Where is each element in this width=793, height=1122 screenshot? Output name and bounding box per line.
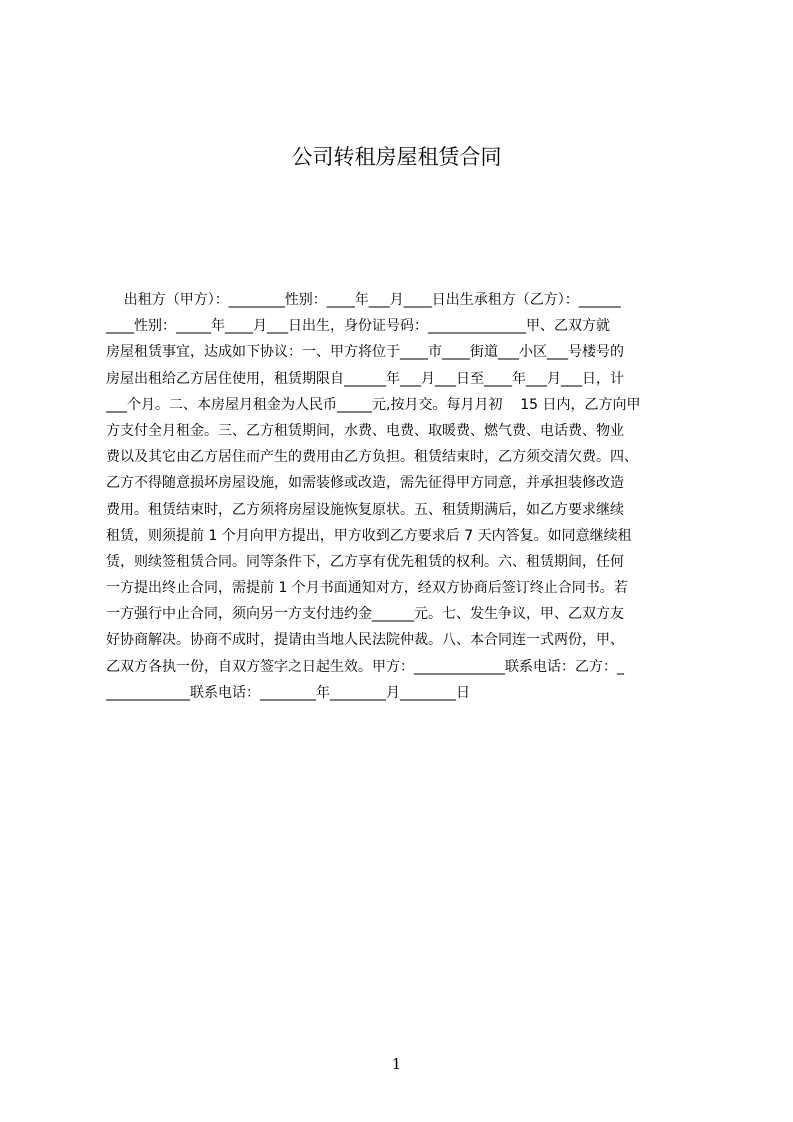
contract-body bbox=[106, 287, 696, 706]
contract-line: 好协商解决。协商不成时，提请由当地人民法院仲裁。八、本合同连一式两份，甲、 bbox=[106, 632, 624, 649]
page-number: 1 bbox=[391, 1055, 402, 1073]
contract-line: 出租方（甲方）：________性别：____年___月____日出生承租方（乙方）：______ bbox=[106, 292, 621, 308]
contract-line: 一方强行中止合同，须向另一方支付违约金______元。七、发生争议，甲、乙双方友 bbox=[106, 606, 624, 623]
contract-line: 方支付全月租金。三、乙方租赁期间，水费、电费、取暖费、燃气费、电话费、物业 bbox=[106, 422, 624, 439]
contract-line: 费以及其它由乙方居住而产生的费用由乙方负担。租赁结束时，乙方须交清欠费。四、 bbox=[106, 449, 638, 466]
contract-line: 费用。租赁结束时，乙方须将房屋设施恢复原状。五、租赁期满后，如乙方要求继续 bbox=[106, 501, 624, 518]
contract-line: 房屋出租给乙方居住使用，租赁期限自______年___月___日至____年___月___日，计 bbox=[106, 370, 624, 387]
contract-line: 乙方不得随意损坏房屋设施，如需装修或改造，需先征得甲方同意，并承担装修改造 bbox=[106, 475, 624, 492]
contract-line: 赁，则续签租赁合同。同等条件下，乙方享有优先租赁的权利。六、租赁期间，任何 bbox=[106, 553, 624, 570]
contract-line: ___个月。二、本房屋月租金为人民币_____元,按月交。每月月初 15 日内，乙方向甲 bbox=[106, 396, 641, 413]
contract-line: 租赁，则须提前 1 个月向甲方提出，甲方收到乙方要求后 7 天内答复。如同意继续租 bbox=[106, 527, 632, 544]
contract-line: 乙双方各执一份，自双方签字之日起生效。甲方：_____________联系电话：乙方：_ bbox=[106, 658, 624, 675]
contract-line: 一方提出终止合同，需提前 1 个月书面通知对方，经双方协商后签订终止合同书。若 bbox=[106, 580, 628, 597]
contract-line: ____性别：_____年____月___日出生，身份证号码：______________甲、乙双方就 bbox=[106, 318, 610, 335]
contract-line: ____________联系电话：________年________月________日 bbox=[106, 684, 470, 701]
contract-line: 房屋租赁事宜，达成如下协议：一、甲方将位于____市____街道___小区___号楼号的 bbox=[106, 344, 624, 361]
document-title: 公司转租房屋租赁合同 bbox=[291, 145, 502, 169]
